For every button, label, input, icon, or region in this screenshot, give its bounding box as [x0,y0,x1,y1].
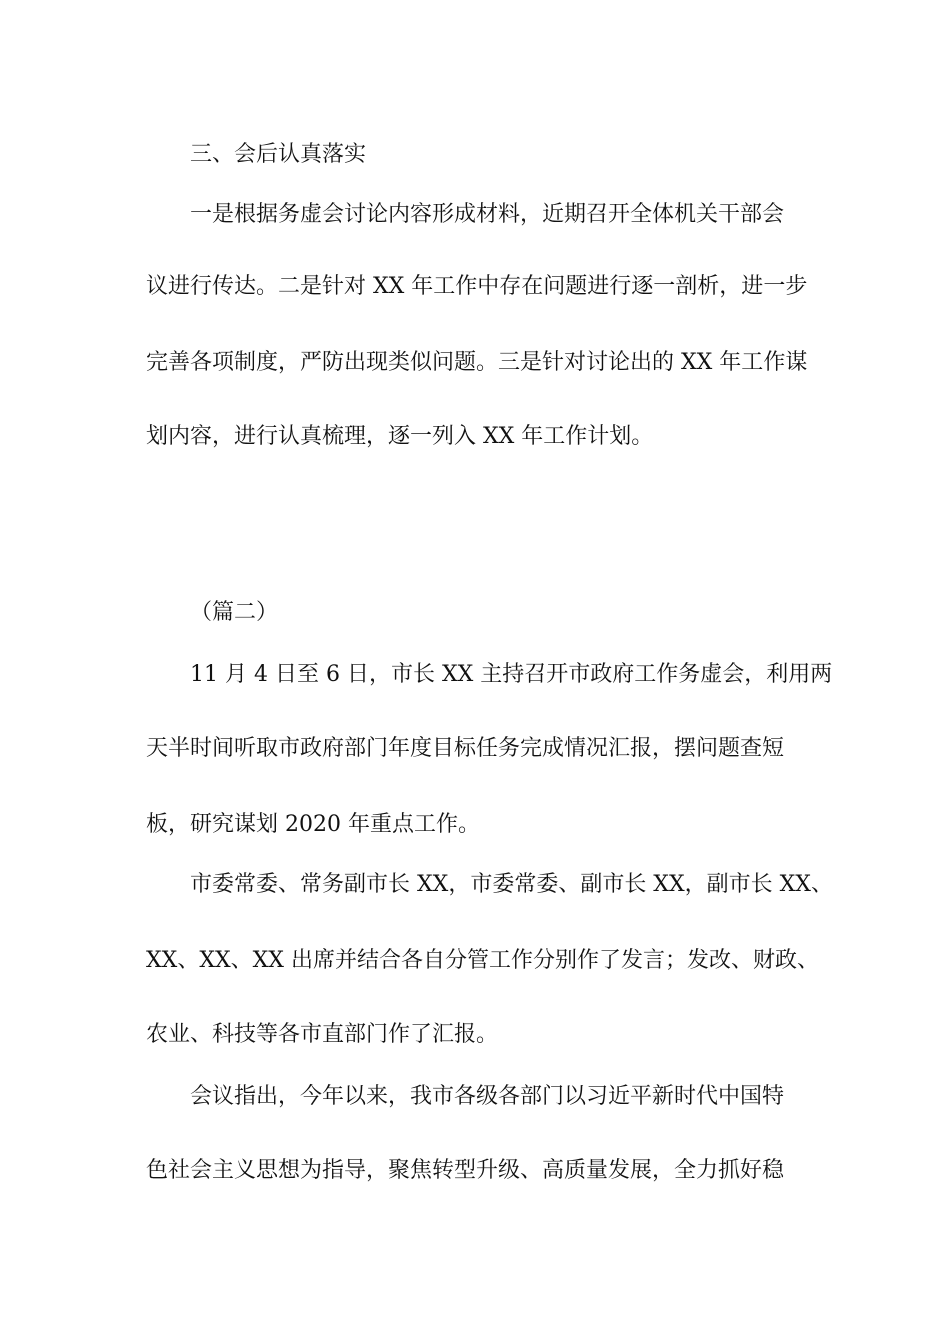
paragraph-line: XX、XX、XX 出席并结合各自分管工作分别作了发言；发改、财政、 [146,948,819,973]
paragraph-line: 板，研究谋划 2020 年重点工作。 [146,812,480,837]
part-label: （篇二） [190,600,279,625]
paragraph-line: 会议指出，今年以来，我市各级各部门以习近平新时代中国特 [190,1084,785,1109]
paragraph-line: 一是根据务虚会讨论内容形成材料，近期召开全体机关干部会 [190,202,785,227]
paragraph-line: 色社会主义思想为指导，聚焦转型升级、高质量发展，全力抓好稳 [146,1158,785,1183]
paragraph-line: 划内容，进行认真梳理，逐一列入 XX 年工作计划。 [146,424,654,449]
paragraph-line: 市委常委、常务副市长 XX，市委常委、副市长 XX，副市长 XX、 [190,872,833,897]
paragraph-line: 天半时间听取市政府部门年度目标任务完成情况汇报，摆问题查短 [146,736,785,761]
paragraph-line: 农业、科技等各市直部门作了汇报。 [146,1022,499,1047]
paragraph-line: 议进行传达。二是针对 XX 年工作中存在问题进行逐一剖析，进一步 [146,274,808,299]
paragraph-line: 11 月 4 日至 6 日，市长 XX 主持召开市政府工作务虚会，利用两 [190,662,833,687]
paragraph-line: 完善各项制度，严防出现类似问题。三是针对讨论出的 XX 年工作谋 [146,350,808,375]
section-heading: 三、会后认真落实 [190,142,367,167]
